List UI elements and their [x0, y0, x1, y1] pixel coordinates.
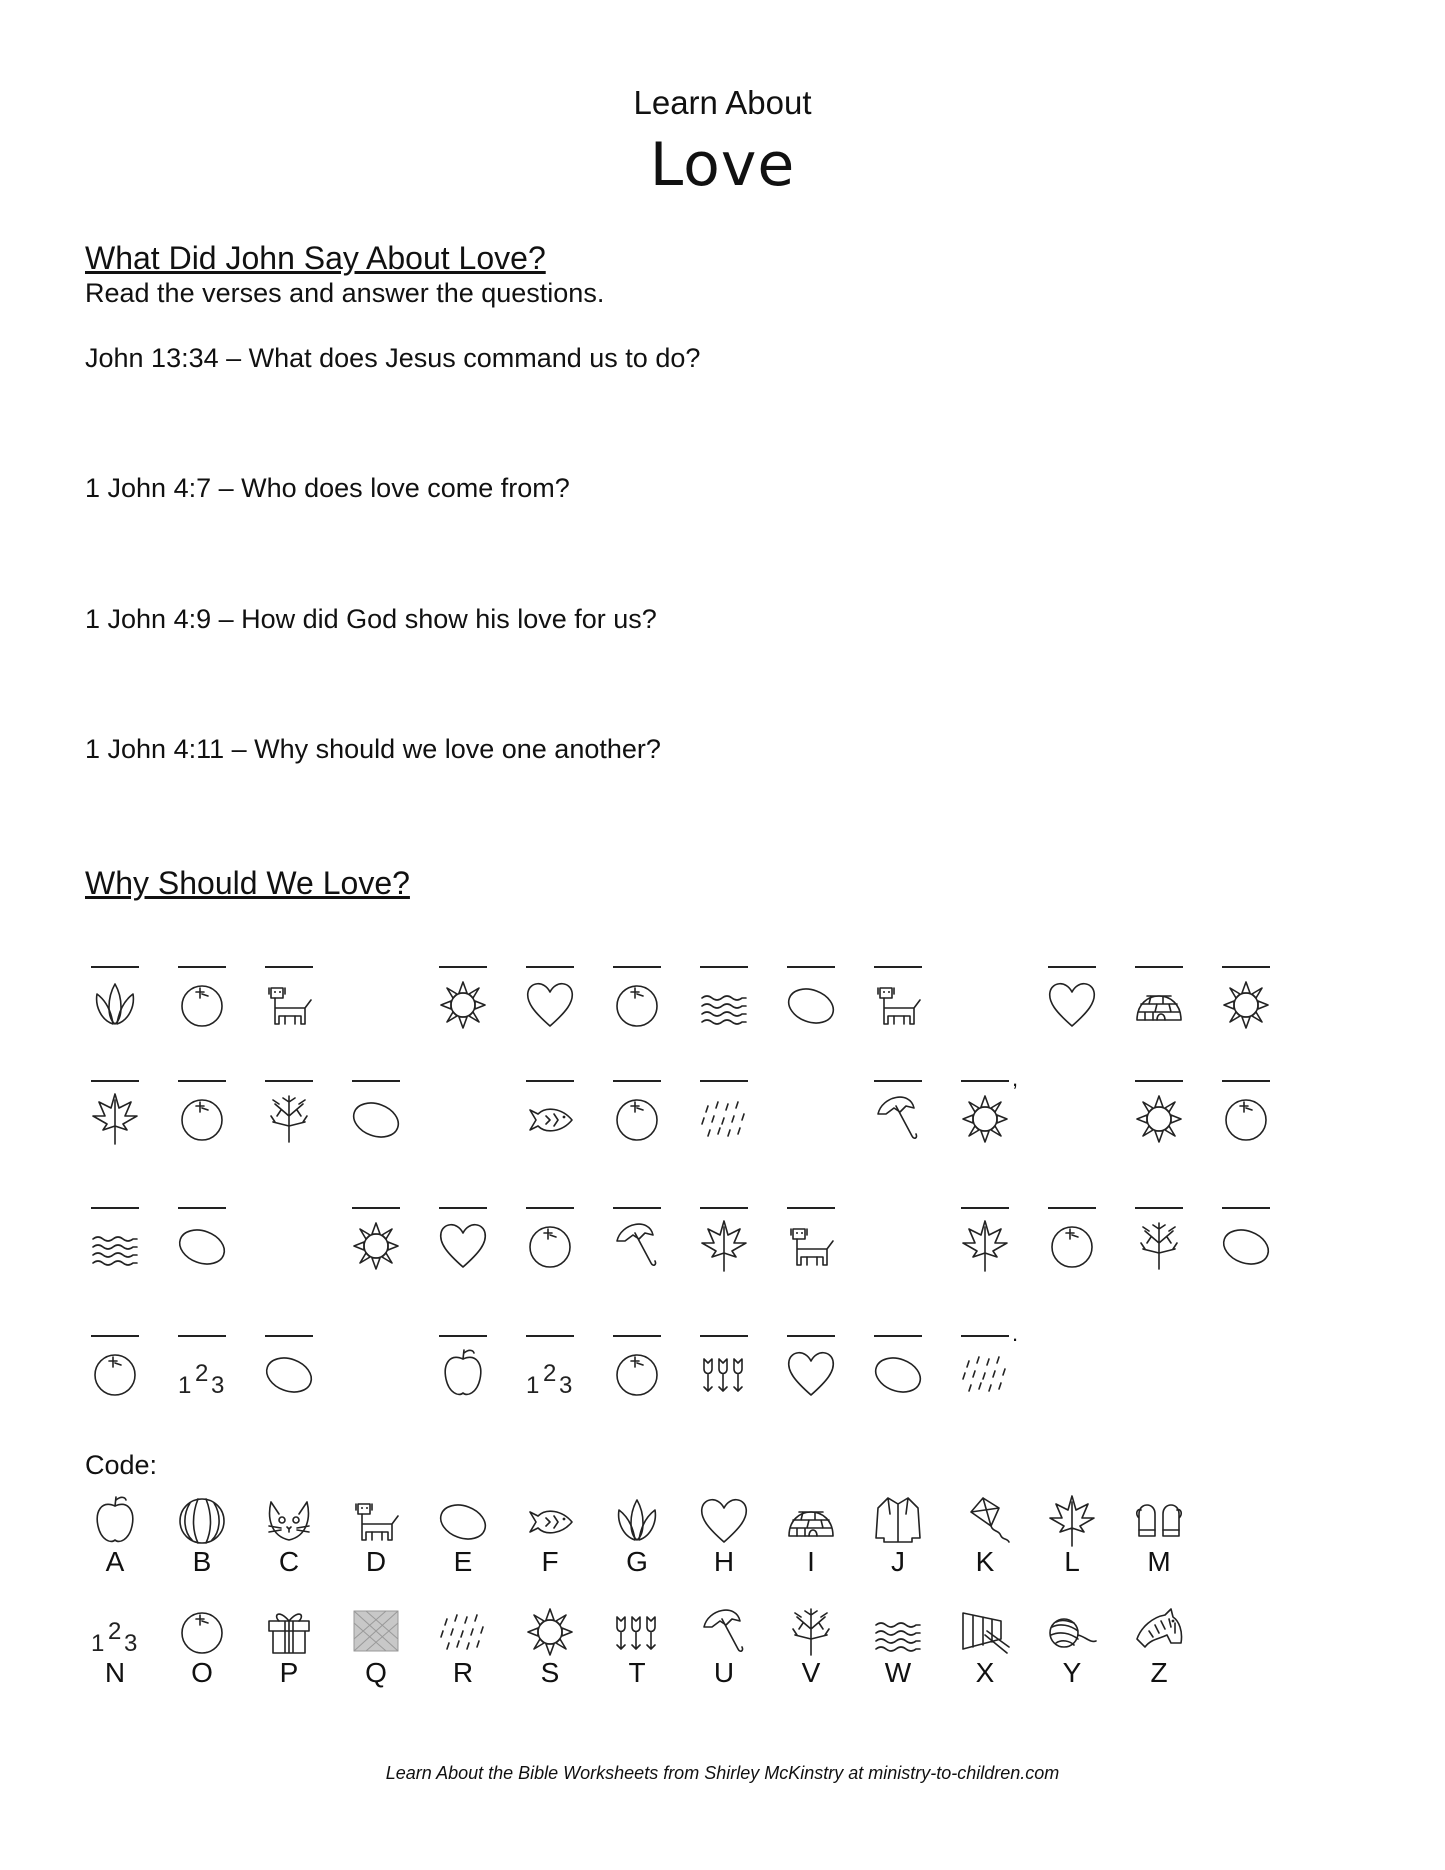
answer-blank[interactable]: [874, 1335, 922, 1337]
puzzle-cell[interactable]: [435, 1335, 491, 1415]
puzzle-cell[interactable]: [1131, 1207, 1187, 1287]
answer-blank[interactable]: [526, 1080, 574, 1082]
umbrella-icon: [613, 1219, 661, 1271]
code-letter: U: [713, 1657, 735, 1688]
footer-credit: Learn About the Bible Worksheets from Shirley McKinstry at ministry-to-children.com: [385, 1763, 1060, 1783]
yarn-icon: [1048, 1605, 1096, 1657]
code-key-item: [783, 1605, 839, 1705]
code-key-item: [522, 1494, 578, 1594]
puzzle-cell[interactable]: [783, 1335, 839, 1415]
quilt-icon: [352, 1605, 400, 1657]
puzzle-cell[interactable]: [696, 1080, 752, 1160]
code-key-item: [87, 1605, 143, 1705]
numbers-icon: [91, 1605, 139, 1657]
answer-blank[interactable]: [787, 1207, 835, 1209]
code-key-item: [1044, 1605, 1100, 1705]
numbers-icon: [178, 1347, 226, 1399]
egg-icon: [265, 1347, 313, 1399]
puzzle-cell[interactable]: [348, 1207, 404, 1287]
puzzle-cell[interactable]: [1044, 1207, 1100, 1287]
puzzle-cell[interactable]: [261, 966, 317, 1046]
answer-blank[interactable]: [439, 1207, 487, 1209]
svg-text:1: 1: [178, 1372, 192, 1399]
leaf-icon: [961, 1219, 1009, 1271]
puzzle-cell[interactable]: [174, 1207, 230, 1287]
answer-blank[interactable]: [91, 1207, 139, 1209]
orange-icon: [178, 1605, 226, 1657]
puzzle-cell[interactable]: [609, 1207, 665, 1287]
code-key-item: [870, 1605, 926, 1705]
answer-blank[interactable]: [961, 1207, 1009, 1209]
answer-blank[interactable]: [1048, 1207, 1096, 1209]
svg-text:2: 2: [543, 1360, 557, 1387]
puzzle-cell[interactable]: [783, 966, 839, 1046]
code-key-item: [1131, 1494, 1187, 1594]
dog-icon: [265, 978, 313, 1030]
apple-icon: [91, 1494, 139, 1546]
puzzle-cell[interactable]: [435, 1207, 491, 1287]
puzzle-cell[interactable]: [522, 1335, 578, 1415]
code-letter: W: [884, 1657, 912, 1688]
sun-icon: [352, 1219, 400, 1271]
code-letter: T: [628, 1657, 646, 1688]
code-key-item: [957, 1605, 1013, 1705]
mittens-icon: [1135, 1494, 1183, 1546]
answer-blank[interactable]: [700, 1335, 748, 1337]
code-letter: V: [801, 1657, 821, 1688]
svg-text:1: 1: [526, 1372, 540, 1399]
question-1: John 13:34 – What does Jesus command us to do?: [85, 343, 701, 373]
egg-icon: [787, 978, 835, 1030]
code-key-item: [1131, 1605, 1187, 1705]
answer-blank[interactable]: [700, 1207, 748, 1209]
vine-icon: [787, 1605, 835, 1657]
orange-icon: [613, 1092, 661, 1144]
answer-blank[interactable]: [1048, 966, 1096, 968]
puzzle-cell[interactable]: [1131, 1080, 1187, 1160]
puzzle-cell[interactable]: [1218, 966, 1274, 1046]
igloo-icon: [787, 1494, 835, 1546]
section-heading-john: What Did John Say About Love?: [85, 240, 546, 276]
present-icon: [265, 1605, 313, 1657]
orange-icon: [1222, 1092, 1270, 1144]
svg-text:3: 3: [124, 1630, 138, 1657]
code-letter: E: [453, 1546, 473, 1577]
answer-blank[interactable]: [613, 1080, 661, 1082]
puzzle-cell[interactable]: [1218, 1207, 1274, 1287]
puzzle-cell[interactable]: [1044, 966, 1100, 1046]
answer-blank[interactable]: [352, 1207, 400, 1209]
code-letter: J: [891, 1546, 905, 1577]
orange-icon: [613, 1347, 661, 1399]
puzzle-cell[interactable]: [783, 1207, 839, 1287]
code-label: Code:: [85, 1450, 158, 1480]
subtitle: Learn About: [633, 84, 812, 121]
code-key-item: [957, 1494, 1013, 1594]
answer-blank[interactable]: [787, 966, 835, 968]
sun-icon: [439, 978, 487, 1030]
orange-icon: [526, 1219, 574, 1271]
answer-blank[interactable]: [526, 1207, 574, 1209]
heart-icon: [526, 978, 574, 1030]
answer-blank[interactable]: [1222, 966, 1270, 968]
vine-icon: [265, 1092, 313, 1144]
code-letter: L: [1064, 1546, 1080, 1577]
question-3: 1 John 4:9 – How did God show his love for us?: [85, 604, 657, 634]
code-letter: Z: [1150, 1657, 1168, 1688]
answer-blank[interactable]: [526, 1335, 574, 1337]
puzzle-cell[interactable]: [1218, 1080, 1274, 1160]
answer-blank[interactable]: [700, 966, 748, 968]
answer-blank[interactable]: [439, 1335, 487, 1337]
question-4: 1 John 4:11 – Why should we love one another?: [85, 734, 661, 764]
water-icon: [700, 978, 748, 1030]
puzzle-cell[interactable]: [87, 966, 143, 1046]
code-letter: X: [975, 1657, 995, 1688]
tulips-icon: [700, 1347, 748, 1399]
egg-icon: [1222, 1219, 1270, 1271]
puzzle-cell[interactable]: [870, 1080, 926, 1160]
numbers-icon: [526, 1347, 574, 1399]
water-icon: [91, 1219, 139, 1271]
answer-blank[interactable]: [1135, 966, 1183, 968]
code-key-item: [261, 1494, 317, 1594]
section-heading-why: Why Should We Love?: [85, 865, 410, 901]
puzzle-cell[interactable]: [522, 1080, 578, 1160]
answer-blank[interactable]: [961, 1335, 1009, 1337]
puzzle-cell[interactable]: [261, 1080, 317, 1160]
answer-blank[interactable]: [178, 1335, 226, 1337]
puzzle-cell[interactable]: [609, 1080, 665, 1160]
code-key-item: [174, 1494, 230, 1594]
answer-blank[interactable]: [613, 1207, 661, 1209]
question-2: 1 John 4:7 – Who does love come from?: [85, 473, 570, 503]
dog-icon: [352, 1494, 400, 1546]
answer-blank[interactable]: [613, 1335, 661, 1337]
punctuation: .: [1012, 1321, 1019, 1346]
answer-blank[interactable]: [526, 966, 574, 968]
code-letter: M: [1147, 1546, 1171, 1577]
code-letter: P: [279, 1657, 299, 1688]
answer-blank[interactable]: [439, 966, 487, 968]
vine-icon: [1135, 1219, 1183, 1271]
code-key-item: [174, 1605, 230, 1705]
code-letter: O: [191, 1657, 213, 1688]
orange-icon: [91, 1347, 139, 1399]
svg-text:1: 1: [91, 1630, 105, 1657]
page-title: Love: [649, 130, 796, 200]
answer-blank[interactable]: [91, 1080, 139, 1082]
code-key-item: [435, 1494, 491, 1594]
code-letter: I: [807, 1546, 815, 1577]
code-letter: B: [192, 1546, 212, 1577]
puzzle-cell[interactable]: [174, 1080, 230, 1160]
svg-text:2: 2: [108, 1618, 122, 1645]
jacket-icon: [874, 1494, 922, 1546]
code-key-item: [261, 1605, 317, 1705]
orange-icon: [178, 978, 226, 1030]
answer-blank[interactable]: [352, 1080, 400, 1082]
dog-icon: [874, 978, 922, 1030]
rain-icon: [961, 1347, 1009, 1399]
puzzle-cell[interactable]: [522, 966, 578, 1046]
rain-icon: [439, 1605, 487, 1657]
answer-blank[interactable]: [91, 1335, 139, 1337]
puzzle-cell[interactable]: [957, 1321, 1019, 1415]
code-key-item: [870, 1494, 926, 1594]
answer-blank[interactable]: [178, 1207, 226, 1209]
code-key-item: [1044, 1494, 1100, 1594]
code-letter: C: [278, 1546, 300, 1577]
code-key-item: [348, 1605, 404, 1705]
svg-text:3: 3: [559, 1372, 573, 1399]
code-key-item: [609, 1605, 665, 1705]
code-key-item: [783, 1494, 839, 1594]
heart-icon: [700, 1494, 748, 1546]
answer-blank[interactable]: [874, 1080, 922, 1082]
code-letter: K: [975, 1546, 995, 1577]
puzzle-cell[interactable]: [870, 966, 926, 1046]
apple-icon: [439, 1347, 487, 1399]
code-key-item: [696, 1494, 752, 1594]
code-key-item: [348, 1494, 404, 1594]
umbrella-icon: [700, 1605, 748, 1657]
zebra-icon: [1135, 1605, 1183, 1657]
code-letter: N: [104, 1657, 126, 1688]
answer-blank[interactable]: [91, 966, 139, 968]
answer-blank[interactable]: [178, 966, 226, 968]
answer-blank[interactable]: [787, 1335, 835, 1337]
heart-icon: [439, 1219, 487, 1271]
answer-blank[interactable]: [700, 1080, 748, 1082]
leaf-icon: [700, 1219, 748, 1271]
code-letter: F: [541, 1546, 559, 1577]
code-letter: S: [540, 1657, 560, 1688]
svg-text:3: 3: [211, 1372, 225, 1399]
code-letter: H: [713, 1546, 735, 1577]
puzzle-cell[interactable]: [870, 1335, 926, 1415]
sun-icon: [1222, 978, 1270, 1030]
puzzle-cell[interactable]: [696, 966, 752, 1046]
dog-icon: [787, 1219, 835, 1271]
code-letter: G: [626, 1546, 648, 1577]
egg-icon: [874, 1347, 922, 1399]
answer-blank[interactable]: [178, 1080, 226, 1082]
puzzle-cell[interactable]: [1131, 966, 1187, 1046]
puzzle-cell[interactable]: [609, 966, 665, 1046]
code-key-item: [435, 1605, 491, 1705]
answer-blank[interactable]: [265, 1335, 313, 1337]
code-letter: Y: [1062, 1657, 1082, 1688]
answer-blank[interactable]: [961, 1080, 1009, 1082]
code-key-item: [87, 1494, 143, 1594]
code-key-item: [609, 1494, 665, 1594]
grass-icon: [613, 1494, 661, 1546]
egg-icon: [352, 1092, 400, 1144]
puzzle-cell[interactable]: [696, 1207, 752, 1287]
water-icon: [874, 1605, 922, 1657]
sun-icon: [961, 1092, 1009, 1144]
code-key-item: [696, 1605, 752, 1705]
code-key-item: [522, 1605, 578, 1705]
rain-icon: [700, 1092, 748, 1144]
xylophone-icon: [961, 1605, 1009, 1657]
egg-icon: [439, 1494, 487, 1546]
igloo-icon: [1135, 978, 1183, 1030]
answer-blank[interactable]: [1135, 1207, 1183, 1209]
puzzle-cell[interactable]: [435, 966, 491, 1046]
orange-icon: [1048, 1219, 1096, 1271]
puzzle-cell[interactable]: [87, 1335, 143, 1415]
code-letter: D: [365, 1546, 387, 1577]
fish-icon: [526, 1092, 574, 1144]
puzzle-cell[interactable]: [261, 1335, 317, 1415]
sun-icon: [1135, 1092, 1183, 1144]
puzzle-cell[interactable]: [87, 1080, 143, 1160]
code-letter: R: [452, 1657, 474, 1688]
cat-icon: [265, 1494, 313, 1546]
answer-blank[interactable]: [613, 966, 661, 968]
answer-blank[interactable]: [1222, 1207, 1270, 1209]
leaf-icon: [91, 1092, 139, 1144]
answer-blank[interactable]: [1135, 1080, 1183, 1082]
punctuation: ,: [1012, 1066, 1019, 1091]
orange-icon: [178, 1092, 226, 1144]
grass-icon: [91, 978, 139, 1030]
answer-blank[interactable]: [1222, 1080, 1270, 1082]
answer-blank[interactable]: [265, 966, 313, 968]
svg-text:2: 2: [195, 1360, 209, 1387]
puzzle-cell[interactable]: [348, 1080, 404, 1160]
egg-icon: [178, 1219, 226, 1271]
umbrella-icon: [874, 1092, 922, 1144]
answer-blank[interactable]: [874, 966, 922, 968]
puzzle-cell[interactable]: [609, 1335, 665, 1415]
puzzle-cell[interactable]: [696, 1335, 752, 1415]
heart-icon: [1048, 978, 1096, 1030]
leaf-icon: [1048, 1494, 1096, 1546]
sun-icon: [526, 1605, 574, 1657]
fish-icon: [526, 1494, 574, 1546]
puzzle-cell[interactable]: [174, 1335, 230, 1415]
ball-icon: [178, 1494, 226, 1546]
heart-icon: [787, 1347, 835, 1399]
puzzle-cell[interactable]: [957, 1066, 1019, 1160]
puzzle-cell[interactable]: [87, 1207, 143, 1287]
instructions: Read the verses and answer the questions.: [85, 278, 605, 308]
answer-blank[interactable]: [265, 1080, 313, 1082]
orange-icon: [613, 978, 661, 1030]
code-letter: Q: [365, 1657, 387, 1688]
code-letter: A: [105, 1546, 125, 1577]
tulips-icon: [613, 1605, 661, 1657]
puzzle-cell[interactable]: [522, 1207, 578, 1287]
puzzle-cell[interactable]: [957, 1207, 1013, 1287]
kite-icon: [961, 1494, 1009, 1546]
puzzle-cell[interactable]: [174, 966, 230, 1046]
